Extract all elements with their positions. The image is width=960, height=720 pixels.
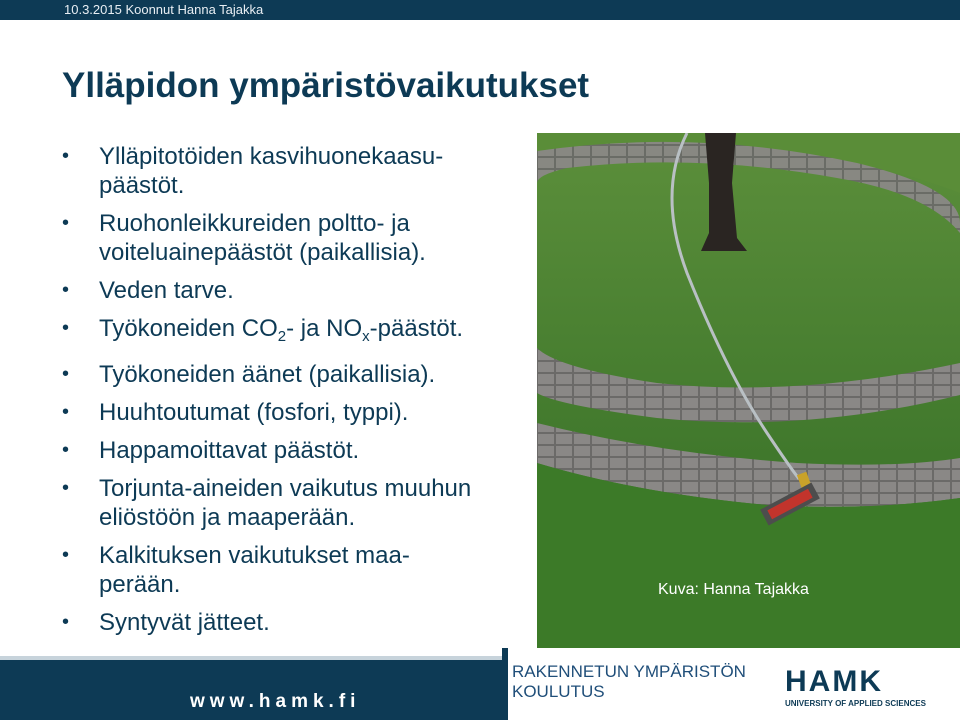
bullet-item xyxy=(62,209,532,267)
top-bar xyxy=(0,0,960,20)
bullet-text: Huuhtoutumat (fosfori, typpi). xyxy=(99,399,409,426)
bullet-text: päästöt. xyxy=(99,172,185,199)
bullet-item xyxy=(62,608,532,637)
bullet-text: Ylläpitotöiden kasvihuonekaasu- xyxy=(99,143,444,170)
bullet-item xyxy=(62,360,532,389)
bullet-text: Kalkituksen vaikutukset maa- xyxy=(99,542,410,569)
text-part: -päästöt. xyxy=(369,315,464,342)
logo-subtitle: UNIVERSITY OF APPLIED SCIENCES xyxy=(785,699,926,708)
subscript-2: 2 xyxy=(277,328,287,345)
bullet-dot-icon: • xyxy=(62,401,70,423)
school-name-line: KOULUTUS xyxy=(512,682,605,701)
subscript-x: x xyxy=(362,328,370,345)
bullet-dot-icon: • xyxy=(62,477,70,499)
school-name xyxy=(512,662,746,702)
bullet-item xyxy=(62,541,532,599)
school-name-line: RAKENNETUN YMPÄRISTÖN xyxy=(512,662,746,681)
bullet-item xyxy=(62,276,532,305)
photo-illustration xyxy=(537,133,960,655)
bullet-text: perään. xyxy=(99,571,181,598)
bullet-item xyxy=(62,142,532,200)
bullet-dot-icon: • xyxy=(62,279,70,301)
bullet-text: Happamoittavat päästöt. xyxy=(99,437,360,464)
bullet-item xyxy=(62,474,532,532)
brand-accent-bar xyxy=(502,648,508,720)
hamk-logo xyxy=(785,666,955,712)
footer-brand xyxy=(502,648,960,720)
bullet-item xyxy=(62,436,532,465)
bullet-dot-icon: • xyxy=(62,145,70,167)
bullet-dot-icon: • xyxy=(62,363,70,385)
bullet-dot-icon: • xyxy=(62,544,70,566)
photo-caption: Kuva: Hanna Tajakka xyxy=(658,581,809,598)
bullet-dot-icon: • xyxy=(62,439,70,461)
bullet-dot-icon: • xyxy=(62,212,70,234)
website-link[interactable]: www.hamk.fi xyxy=(190,691,361,712)
bullet-text: eliöstöön ja maaperään. xyxy=(99,504,356,531)
text-part: - ja NO xyxy=(286,315,363,342)
bullet-item xyxy=(62,398,532,427)
logo-wordmark: HAMK xyxy=(785,665,883,698)
bullet-text: Torjunta-aineiden vaikutus muuhun xyxy=(99,475,472,502)
bullet-text: Työkoneiden äänet (paikallisia). xyxy=(99,361,436,388)
bullet-dot-icon: • xyxy=(62,611,70,633)
date-author-label: 10.3.2015 Koonnut Hanna Tajakka xyxy=(64,2,264,17)
text-part: Työkoneiden CO xyxy=(99,315,278,342)
bullet-text: Veden tarve. xyxy=(99,277,234,304)
bullet-text: Syntyvät jätteet. xyxy=(99,609,270,636)
lawn-sprinkler-photo xyxy=(537,133,960,655)
bullet-text: Ruohonleikkureiden poltto- ja xyxy=(99,210,410,237)
bullet-text: voiteluainepäästöt (paikallisia). xyxy=(99,239,426,266)
slide-title: Ylläpidon ympäristövaikutukset xyxy=(62,66,590,105)
bullet-item xyxy=(62,314,532,351)
bullet-dot-icon: • xyxy=(62,317,70,339)
bullet-text-co2-nox xyxy=(99,314,532,351)
bullet-list xyxy=(62,142,532,646)
footer-bar xyxy=(0,660,502,720)
